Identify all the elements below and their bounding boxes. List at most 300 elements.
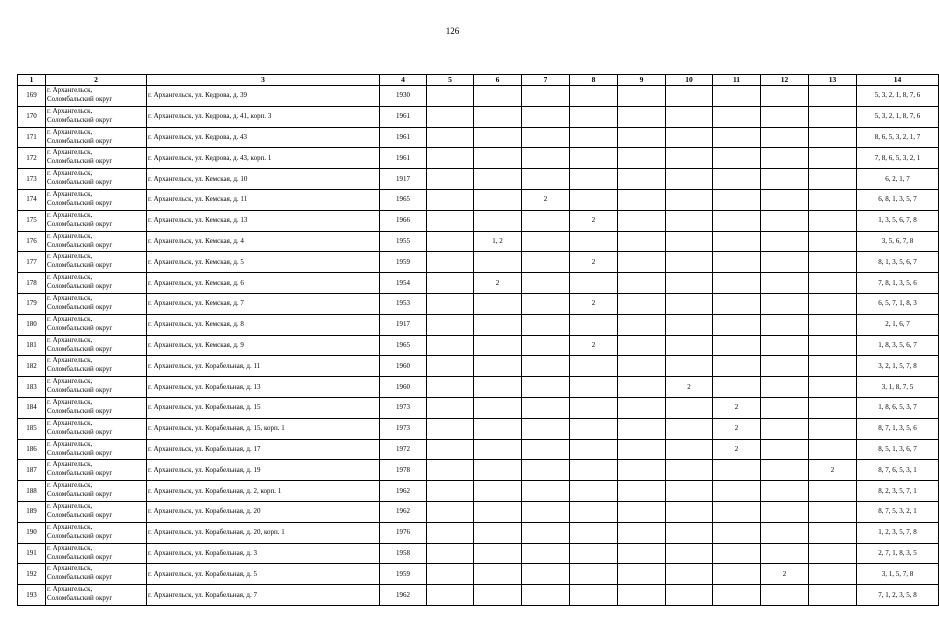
column-12-cell xyxy=(761,231,809,252)
column-10-cell xyxy=(666,335,713,356)
column-6-cell xyxy=(474,501,522,522)
column-6-cell xyxy=(474,210,522,231)
column-12-cell xyxy=(761,418,809,439)
locality-cell: г. Архангельск, Соломбальский округ xyxy=(46,543,147,564)
row-number: 178 xyxy=(18,273,46,294)
locality-cell: г. Архангельск, Соломбальский округ xyxy=(46,127,147,148)
column-13-cell xyxy=(809,210,857,231)
table-row xyxy=(18,335,939,356)
row-number: 191 xyxy=(18,543,46,564)
column-8-cell xyxy=(570,169,618,190)
column-7-cell xyxy=(522,169,570,190)
column-14-cell: 1, 3, 5, 6, 7, 8 xyxy=(857,210,939,231)
column-13-cell xyxy=(809,293,857,314)
locality-cell: г. Архангельск, Соломбальский округ xyxy=(46,273,147,294)
column-10-cell xyxy=(666,127,713,148)
column-9-cell xyxy=(618,397,666,418)
column-10-cell xyxy=(666,585,713,606)
table-row xyxy=(18,418,939,439)
address-cell: г. Архангельск, ул. Кемская, д. 9 xyxy=(147,335,380,356)
table-row xyxy=(18,106,939,127)
table-row xyxy=(18,543,939,564)
column-11-cell: 2 xyxy=(713,397,761,418)
column-12-cell xyxy=(761,460,809,481)
column-6-cell xyxy=(474,106,522,127)
locality-cell: г. Архангельск, Соломбальский округ xyxy=(46,356,147,377)
column-10-cell xyxy=(666,189,713,210)
column-11-cell xyxy=(713,314,761,335)
column-13-cell xyxy=(809,106,857,127)
column-6-cell xyxy=(474,148,522,169)
row-number: 184 xyxy=(18,397,46,418)
locality-cell: г. Архангельск, Соломбальский округ xyxy=(46,106,147,127)
column-5-cell xyxy=(427,439,474,460)
column-12-cell xyxy=(761,293,809,314)
locality-cell: г. Архангельск, Соломбальский округ xyxy=(46,439,147,460)
table-row xyxy=(18,210,939,231)
column-5-cell xyxy=(427,127,474,148)
year-cell: 1917 xyxy=(380,169,427,190)
address-cell: г. Архангельск, ул. Кемская, д. 7 xyxy=(147,293,380,314)
column-13-cell xyxy=(809,501,857,522)
column-7-cell: 2 xyxy=(522,189,570,210)
column-8-cell xyxy=(570,189,618,210)
column-11-cell xyxy=(713,273,761,294)
row-number: 172 xyxy=(18,148,46,169)
column-6-cell xyxy=(474,293,522,314)
column-14-cell: 7, 8, 1, 3, 5, 6 xyxy=(857,273,939,294)
table-row xyxy=(18,460,939,481)
column-11-cell xyxy=(713,481,761,502)
address-cell: г. Архангельск, ул. Корабельная, д. 15 xyxy=(147,397,380,418)
column-12-cell xyxy=(761,543,809,564)
year-cell: 1958 xyxy=(380,543,427,564)
column-9-cell xyxy=(618,231,666,252)
column-11-cell xyxy=(713,189,761,210)
column-header-4: 4 xyxy=(380,75,427,86)
column-10-cell xyxy=(666,481,713,502)
column-5-cell xyxy=(427,522,474,543)
row-number: 193 xyxy=(18,585,46,606)
year-cell: 1961 xyxy=(380,148,427,169)
column-6-cell xyxy=(474,460,522,481)
column-header-9: 9 xyxy=(618,75,666,86)
column-12-cell xyxy=(761,439,809,460)
row-number: 179 xyxy=(18,293,46,314)
column-header-8: 8 xyxy=(570,75,618,86)
year-cell: 1962 xyxy=(380,481,427,502)
row-number: 177 xyxy=(18,252,46,273)
address-cell: г. Архангельск, ул. Кедрова, д. 39 xyxy=(147,86,380,107)
column-6-cell xyxy=(474,585,522,606)
column-5-cell xyxy=(427,86,474,107)
year-cell: 1961 xyxy=(380,106,427,127)
column-6-cell xyxy=(474,522,522,543)
year-cell: 1978 xyxy=(380,460,427,481)
table-row xyxy=(18,522,939,543)
column-10-cell xyxy=(666,148,713,169)
column-12-cell xyxy=(761,252,809,273)
column-9-cell xyxy=(618,522,666,543)
column-13-cell xyxy=(809,522,857,543)
column-11-cell xyxy=(713,585,761,606)
column-7-cell xyxy=(522,418,570,439)
year-cell: 1959 xyxy=(380,252,427,273)
column-6-cell xyxy=(474,377,522,398)
column-7-cell xyxy=(522,439,570,460)
row-number: 170 xyxy=(18,106,46,127)
column-7-cell xyxy=(522,86,570,107)
column-14-cell: 8, 2, 3, 5, 7, 1 xyxy=(857,481,939,502)
locality-cell: г. Архангельск, Соломбальский округ xyxy=(46,522,147,543)
column-7-cell xyxy=(522,210,570,231)
column-8-cell: 2 xyxy=(570,335,618,356)
address-cell: г. Архангельск, ул. Кемская, д. 10 xyxy=(147,169,380,190)
column-6-cell xyxy=(474,397,522,418)
locality-cell: г. Архангельск, Соломбальский округ xyxy=(46,86,147,107)
column-9-cell xyxy=(618,252,666,273)
address-cell: г. Архангельск, ул. Кемская, д. 8 xyxy=(147,314,380,335)
column-13-cell xyxy=(809,377,857,398)
column-12-cell xyxy=(761,481,809,502)
year-cell: 1973 xyxy=(380,418,427,439)
column-10-cell xyxy=(666,356,713,377)
column-6-cell xyxy=(474,335,522,356)
column-5-cell xyxy=(427,231,474,252)
locality-cell: г. Архангельск, Соломбальский округ xyxy=(46,564,147,585)
table-row xyxy=(18,564,939,585)
locality-cell: г. Архангельск, Соломбальский округ xyxy=(46,293,147,314)
row-number: 182 xyxy=(18,356,46,377)
column-header-11: 11 xyxy=(713,75,761,86)
column-7-cell xyxy=(522,356,570,377)
column-5-cell xyxy=(427,585,474,606)
column-11-cell xyxy=(713,543,761,564)
row-number: 183 xyxy=(18,377,46,398)
address-cell: г. Архангельск, ул. Кемская, д. 11 xyxy=(147,189,380,210)
address-cell: г. Архангельск, ул. Корабельная, д. 20 xyxy=(147,501,380,522)
column-10-cell xyxy=(666,522,713,543)
column-14-cell: 8, 7, 1, 3, 5, 6 xyxy=(857,418,939,439)
column-14-cell: 7, 1, 2, 3, 5, 8 xyxy=(857,585,939,606)
column-5-cell xyxy=(427,481,474,502)
column-header-3: 3 xyxy=(147,75,380,86)
column-14-cell: 5, 3, 2, 1, 8, 7, 6 xyxy=(857,106,939,127)
column-8-cell xyxy=(570,273,618,294)
row-number: 189 xyxy=(18,501,46,522)
row-number: 188 xyxy=(18,481,46,502)
column-header-6: 6 xyxy=(474,75,522,86)
column-13-cell xyxy=(809,169,857,190)
table-row xyxy=(18,293,939,314)
locality-cell: г. Архангельск, Соломбальский округ xyxy=(46,481,147,502)
column-9-cell xyxy=(618,86,666,107)
column-12-cell: 2 xyxy=(761,564,809,585)
column-14-cell: 8, 6, 5, 3, 2, 1, 7 xyxy=(857,127,939,148)
table-row xyxy=(18,169,939,190)
column-8-cell xyxy=(570,148,618,169)
column-7-cell xyxy=(522,543,570,564)
header-row xyxy=(18,75,939,86)
column-10-cell xyxy=(666,293,713,314)
column-10-cell xyxy=(666,169,713,190)
column-10-cell xyxy=(666,501,713,522)
column-header-13: 13 xyxy=(809,75,857,86)
column-8-cell xyxy=(570,356,618,377)
column-12-cell xyxy=(761,397,809,418)
year-cell: 1965 xyxy=(380,335,427,356)
column-5-cell xyxy=(427,169,474,190)
column-header-10: 10 xyxy=(666,75,713,86)
column-5-cell xyxy=(427,356,474,377)
locality-cell: г. Архангельск, Соломбальский округ xyxy=(46,231,147,252)
locality-cell: г. Архангельск, Соломбальский округ xyxy=(46,460,147,481)
column-14-cell: 3, 5, 6, 7, 8 xyxy=(857,231,939,252)
column-7-cell xyxy=(522,522,570,543)
column-8-cell xyxy=(570,481,618,502)
column-10-cell xyxy=(666,460,713,481)
page-number: 126 xyxy=(445,26,460,36)
column-13-cell xyxy=(809,252,857,273)
year-cell: 1954 xyxy=(380,273,427,294)
column-9-cell xyxy=(618,585,666,606)
column-6-cell xyxy=(474,439,522,460)
address-cell: г. Архангельск, ул. Корабельная, д. 3 xyxy=(147,543,380,564)
column-8-cell xyxy=(570,564,618,585)
year-cell: 1962 xyxy=(380,585,427,606)
column-14-cell: 3, 1, 5, 7, 8 xyxy=(857,564,939,585)
column-14-cell: 1, 8, 6, 5, 3, 7 xyxy=(857,397,939,418)
column-13-cell xyxy=(809,86,857,107)
column-8-cell xyxy=(570,314,618,335)
address-cell: г. Архангельск, ул. Корабельная, д. 19 xyxy=(147,460,380,481)
column-8-cell xyxy=(570,127,618,148)
table-row xyxy=(18,127,939,148)
column-9-cell xyxy=(618,189,666,210)
column-14-cell: 8, 7, 6, 5, 3, 1 xyxy=(857,460,939,481)
year-cell: 1965 xyxy=(380,189,427,210)
column-13-cell xyxy=(809,314,857,335)
column-11-cell xyxy=(713,148,761,169)
table-row xyxy=(18,377,939,398)
column-8-cell xyxy=(570,377,618,398)
column-5-cell xyxy=(427,543,474,564)
year-cell: 1973 xyxy=(380,397,427,418)
row-number: 174 xyxy=(18,189,46,210)
column-11-cell xyxy=(713,231,761,252)
address-cell: г. Архангельск, ул. Корабельная, д. 5 xyxy=(147,564,380,585)
table-row xyxy=(18,273,939,294)
column-8-cell xyxy=(570,439,618,460)
column-14-cell: 1, 2, 3, 5, 7, 8 xyxy=(857,522,939,543)
column-header-7: 7 xyxy=(522,75,570,86)
column-6-cell xyxy=(474,356,522,377)
column-14-cell: 8, 7, 5, 3, 2, 1 xyxy=(857,501,939,522)
column-8-cell xyxy=(570,106,618,127)
column-12-cell xyxy=(761,356,809,377)
column-14-cell: 1, 8, 3, 5, 6, 7 xyxy=(857,335,939,356)
registry-table xyxy=(17,74,939,606)
address-cell: г. Архангельск, ул. Корабельная, д. 20, корп. 1 xyxy=(147,522,380,543)
column-5-cell xyxy=(427,148,474,169)
column-7-cell xyxy=(522,106,570,127)
column-11-cell xyxy=(713,210,761,231)
column-5-cell xyxy=(427,418,474,439)
column-12-cell xyxy=(761,335,809,356)
column-13-cell xyxy=(809,439,857,460)
year-cell: 1966 xyxy=(380,210,427,231)
column-10-cell xyxy=(666,231,713,252)
column-6-cell xyxy=(474,127,522,148)
locality-cell: г. Архангельск, Соломбальский округ xyxy=(46,252,147,273)
column-5-cell xyxy=(427,397,474,418)
column-header-12: 12 xyxy=(761,75,809,86)
row-number: 173 xyxy=(18,169,46,190)
address-cell: г. Архангельск, ул. Корабельная, д. 13 xyxy=(147,377,380,398)
column-header-1: 1 xyxy=(18,75,46,86)
column-9-cell xyxy=(618,273,666,294)
column-11-cell: 2 xyxy=(713,418,761,439)
column-11-cell xyxy=(713,86,761,107)
column-5-cell xyxy=(427,564,474,585)
year-cell: 1961 xyxy=(380,127,427,148)
column-7-cell xyxy=(522,377,570,398)
column-8-cell xyxy=(570,543,618,564)
address-cell: г. Архангельск, ул. Кемская, д. 4 xyxy=(147,231,380,252)
column-10-cell xyxy=(666,252,713,273)
locality-cell: г. Архангельск, Соломбальский округ xyxy=(46,210,147,231)
column-9-cell xyxy=(618,356,666,377)
column-5-cell xyxy=(427,314,474,335)
table-row xyxy=(18,189,939,210)
locality-cell: г. Архангельск, Соломбальский округ xyxy=(46,585,147,606)
column-header-5: 5 xyxy=(427,75,474,86)
column-14-cell: 2, 7, 1, 8, 3, 5 xyxy=(857,543,939,564)
column-13-cell xyxy=(809,231,857,252)
column-8-cell: 2 xyxy=(570,210,618,231)
address-cell: г. Архангельск, ул. Кемская, д. 6 xyxy=(147,273,380,294)
column-10-cell xyxy=(666,397,713,418)
column-5-cell xyxy=(427,273,474,294)
column-5-cell xyxy=(427,189,474,210)
column-8-cell xyxy=(570,86,618,107)
column-10-cell: 2 xyxy=(666,377,713,398)
column-8-cell: 2 xyxy=(570,293,618,314)
column-7-cell xyxy=(522,481,570,502)
column-11-cell xyxy=(713,501,761,522)
column-12-cell xyxy=(761,314,809,335)
column-9-cell xyxy=(618,377,666,398)
column-7-cell xyxy=(522,293,570,314)
column-12-cell xyxy=(761,377,809,398)
table-row xyxy=(18,252,939,273)
column-13-cell xyxy=(809,418,857,439)
column-12-cell xyxy=(761,585,809,606)
row-number: 190 xyxy=(18,522,46,543)
table-row xyxy=(18,356,939,377)
column-8-cell xyxy=(570,501,618,522)
column-7-cell xyxy=(522,460,570,481)
year-cell: 1960 xyxy=(380,377,427,398)
column-11-cell xyxy=(713,377,761,398)
column-10-cell xyxy=(666,543,713,564)
column-9-cell xyxy=(618,335,666,356)
column-8-cell xyxy=(570,231,618,252)
column-7-cell xyxy=(522,501,570,522)
column-10-cell xyxy=(666,439,713,460)
year-cell: 1917 xyxy=(380,314,427,335)
column-13-cell xyxy=(809,585,857,606)
column-9-cell xyxy=(618,460,666,481)
year-cell: 1962 xyxy=(380,501,427,522)
column-11-cell xyxy=(713,252,761,273)
column-10-cell xyxy=(666,106,713,127)
column-6-cell xyxy=(474,481,522,502)
column-14-cell: 6, 5, 7, 1, 8, 3 xyxy=(857,293,939,314)
column-6-cell: 1, 2 xyxy=(474,231,522,252)
table-row xyxy=(18,439,939,460)
column-11-cell: 2 xyxy=(713,439,761,460)
column-header-2: 2 xyxy=(46,75,147,86)
column-7-cell xyxy=(522,273,570,294)
column-12-cell xyxy=(761,189,809,210)
column-12-cell xyxy=(761,501,809,522)
column-10-cell xyxy=(666,210,713,231)
table-row xyxy=(18,397,939,418)
column-7-cell xyxy=(522,397,570,418)
column-13-cell xyxy=(809,148,857,169)
column-7-cell xyxy=(522,252,570,273)
column-12-cell xyxy=(761,86,809,107)
column-9-cell xyxy=(618,481,666,502)
column-13-cell xyxy=(809,356,857,377)
year-cell: 1972 xyxy=(380,439,427,460)
column-14-cell: 3, 2, 1, 5, 7, 8 xyxy=(857,356,939,377)
column-6-cell xyxy=(474,418,522,439)
column-10-cell xyxy=(666,86,713,107)
address-cell: г. Архангельск, ул. Корабельная, д. 11 xyxy=(147,356,380,377)
row-number: 176 xyxy=(18,231,46,252)
locality-cell: г. Архангельск, Соломбальский округ xyxy=(46,169,147,190)
column-10-cell xyxy=(666,564,713,585)
column-7-cell xyxy=(522,564,570,585)
column-14-cell: 6, 2, 1, 7 xyxy=(857,169,939,190)
table-row xyxy=(18,481,939,502)
row-number: 180 xyxy=(18,314,46,335)
column-9-cell xyxy=(618,293,666,314)
column-8-cell xyxy=(570,397,618,418)
column-10-cell xyxy=(666,418,713,439)
column-8-cell xyxy=(570,522,618,543)
column-11-cell xyxy=(713,169,761,190)
locality-cell: г. Архангельск, Соломбальский округ xyxy=(46,418,147,439)
column-10-cell xyxy=(666,273,713,294)
locality-cell: г. Архангельск, Соломбальский округ xyxy=(46,148,147,169)
row-number: 175 xyxy=(18,210,46,231)
column-9-cell xyxy=(618,564,666,585)
address-cell: г. Архангельск, ул. Корабельная, д. 17 xyxy=(147,439,380,460)
column-header-14: 14 xyxy=(857,75,939,86)
column-5-cell xyxy=(427,252,474,273)
column-13-cell xyxy=(809,335,857,356)
year-cell: 1960 xyxy=(380,356,427,377)
row-number: 181 xyxy=(18,335,46,356)
table-row xyxy=(18,231,939,252)
row-number: 185 xyxy=(18,418,46,439)
column-7-cell xyxy=(522,314,570,335)
column-8-cell xyxy=(570,460,618,481)
column-12-cell xyxy=(761,106,809,127)
